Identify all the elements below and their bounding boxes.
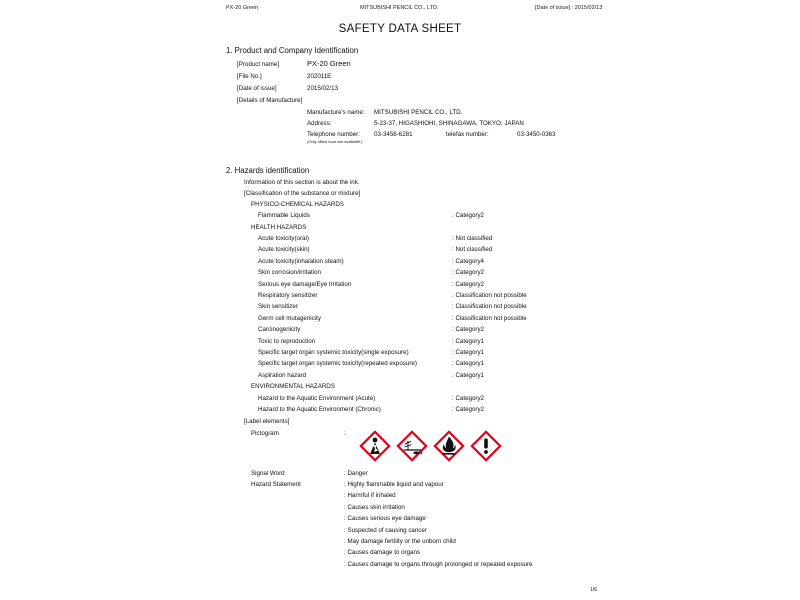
signal-word-label: Signal Word	[251, 470, 285, 477]
pictogram-colon: :	[344, 430, 346, 437]
health-hazard-icon	[358, 429, 392, 463]
section2-info: Information of this section is about the ink.	[244, 179, 360, 186]
hazard-row-label: Acute toxicity(skin)	[258, 246, 310, 254]
header-date: [Date of issue] : 2015/02/13	[535, 5, 603, 11]
hazard-row-value: : Category2	[452, 406, 484, 414]
telephone-note: (Only office hour are available.)	[307, 139, 363, 144]
telephone-value: 03-3458-6281	[374, 131, 413, 138]
hazard-row-label: Germ cell mutagenicity	[258, 314, 321, 322]
date-value: 2015/02/13	[307, 85, 338, 92]
file-no: 202011E	[307, 73, 332, 80]
hazard-row-value: : Classification not possible	[452, 314, 527, 322]
hazard-statement: : Highly flammable liquid and vapour	[344, 481, 444, 488]
product-name-label: [Product name]	[237, 61, 279, 68]
hazard-row-value: : Category1	[452, 337, 484, 345]
hazard-row-label: Skin corrosion/irritation	[258, 269, 321, 277]
hazard-statement: : Causes serious eye damage	[344, 515, 426, 523]
hazard-row-label: Toxic to reproduction	[258, 337, 316, 345]
ghs-pictograms	[358, 429, 503, 463]
hazard-row-label: Aspiration hazard	[258, 371, 307, 379]
file-no-label: [File No.]	[237, 73, 262, 80]
manufacturer-value: MITSUBISHI PENCIL CO., LTD.	[374, 109, 463, 116]
hazard-row-value: : Category2	[452, 280, 484, 288]
page-number: 1/6	[590, 587, 597, 593]
section1-heading: 1. Product and Company Identification	[226, 46, 359, 55]
address-value: 5-23-37, HIGASHIOHI, SHINAGAWA, TOKYO, JAPAN	[374, 120, 524, 127]
hazard-row-value: : Category2	[452, 269, 484, 277]
flammable-icon	[432, 429, 466, 463]
hazard-row-label: Hazard to the Aquatic Environment (Chronic)	[258, 406, 381, 414]
hazard-row-label: Serious eye damage/Eye Irritation	[258, 280, 352, 288]
product-name: PX-20 Green	[307, 59, 351, 68]
exclamation-mark-icon	[469, 429, 503, 463]
hazard-statement: : Causes skin irritation	[344, 503, 405, 511]
hazard-row-label: Specific target organ systemic toxicity(single exposure)	[258, 349, 409, 356]
telephone-label: Telephone number:	[307, 131, 360, 138]
hazard-row-value: : Category4	[452, 257, 484, 265]
header-company: MITSUBISHI PENCIL CO., LTD.	[360, 5, 439, 11]
hazard-row-value: : Not classified	[452, 235, 493, 242]
hazard-row-value: : Category2	[452, 212, 484, 219]
hazard-row-label: Hazard to the Aquatic Environment (Acute)	[258, 395, 376, 402]
classification-label: [Classification of the substance or mixture]	[244, 190, 361, 197]
hazard-row-value: : Category1	[452, 360, 484, 368]
manufacturer-label: Manufacture's name:	[307, 109, 365, 116]
hazard-row-value: : Category1	[452, 371, 484, 379]
hazard-statement: : Causes damage to organs	[344, 549, 421, 557]
telefax-value: 03-3450-0363	[517, 131, 556, 138]
telefax-label: telefax number:	[446, 131, 489, 138]
hazard-row-label: Skin sensitizer	[258, 303, 298, 311]
section2-heading: 2. Hazards identification	[226, 166, 310, 175]
hazard-row-value: : Classification not possible	[452, 303, 527, 311]
hazard-row-label: Specific target organ systemic toxicity(repeated exposure)	[258, 360, 417, 368]
environment-hazard-icon	[395, 429, 429, 463]
pictogram-label: Pictogram	[251, 430, 279, 437]
date-label: [Date of issue]	[237, 85, 277, 92]
hazard-statement: : Suspected of causing cancer	[344, 526, 427, 534]
hazard-row-label: Flammable Liquids	[258, 212, 310, 219]
hazard-row-label: Acute toxicity(oral)	[258, 235, 309, 242]
env-heading: ENVIRONMENTAL HAZARDS	[251, 383, 335, 390]
hazard-row-value: : Classification not possible	[452, 292, 527, 299]
hazard-statement: : Harmful if inhaled	[344, 492, 396, 500]
health-heading: HEALTH HAZARDS	[251, 224, 307, 231]
label-elements-label: [Label elements]	[244, 418, 290, 425]
hazard-row-value: : Not classified	[452, 246, 493, 254]
address-label: Address:	[307, 120, 332, 127]
signal-word-value: : Danger	[344, 470, 368, 477]
physico-heading: PHYSICO-CHEMICAL HAZARDS	[251, 201, 344, 208]
hazard-row-value: : Category2	[452, 395, 484, 402]
hazard-statement-label: Hazard Statement	[251, 481, 301, 488]
document-title: SAFETY DATA SHEET	[338, 23, 462, 35]
hazard-row-value: : Category1	[452, 349, 484, 356]
hazard-row-value: : Category2	[452, 326, 484, 334]
hazard-statement: : Causes damage to organs through prolonged or repeated exposure	[344, 560, 533, 568]
hazard-statement: : May damage fertility or the unborn child	[344, 538, 456, 545]
header-product: PX-20 Green	[226, 5, 259, 11]
hazard-row-label: Acute toxicity(inhalation steam)	[258, 257, 344, 265]
details-label: [Details of Manufacture]	[237, 97, 303, 104]
hazard-row-label: Respiratory sensitizer	[258, 292, 318, 299]
hazard-row-label: Carcinogenicity	[258, 326, 301, 334]
